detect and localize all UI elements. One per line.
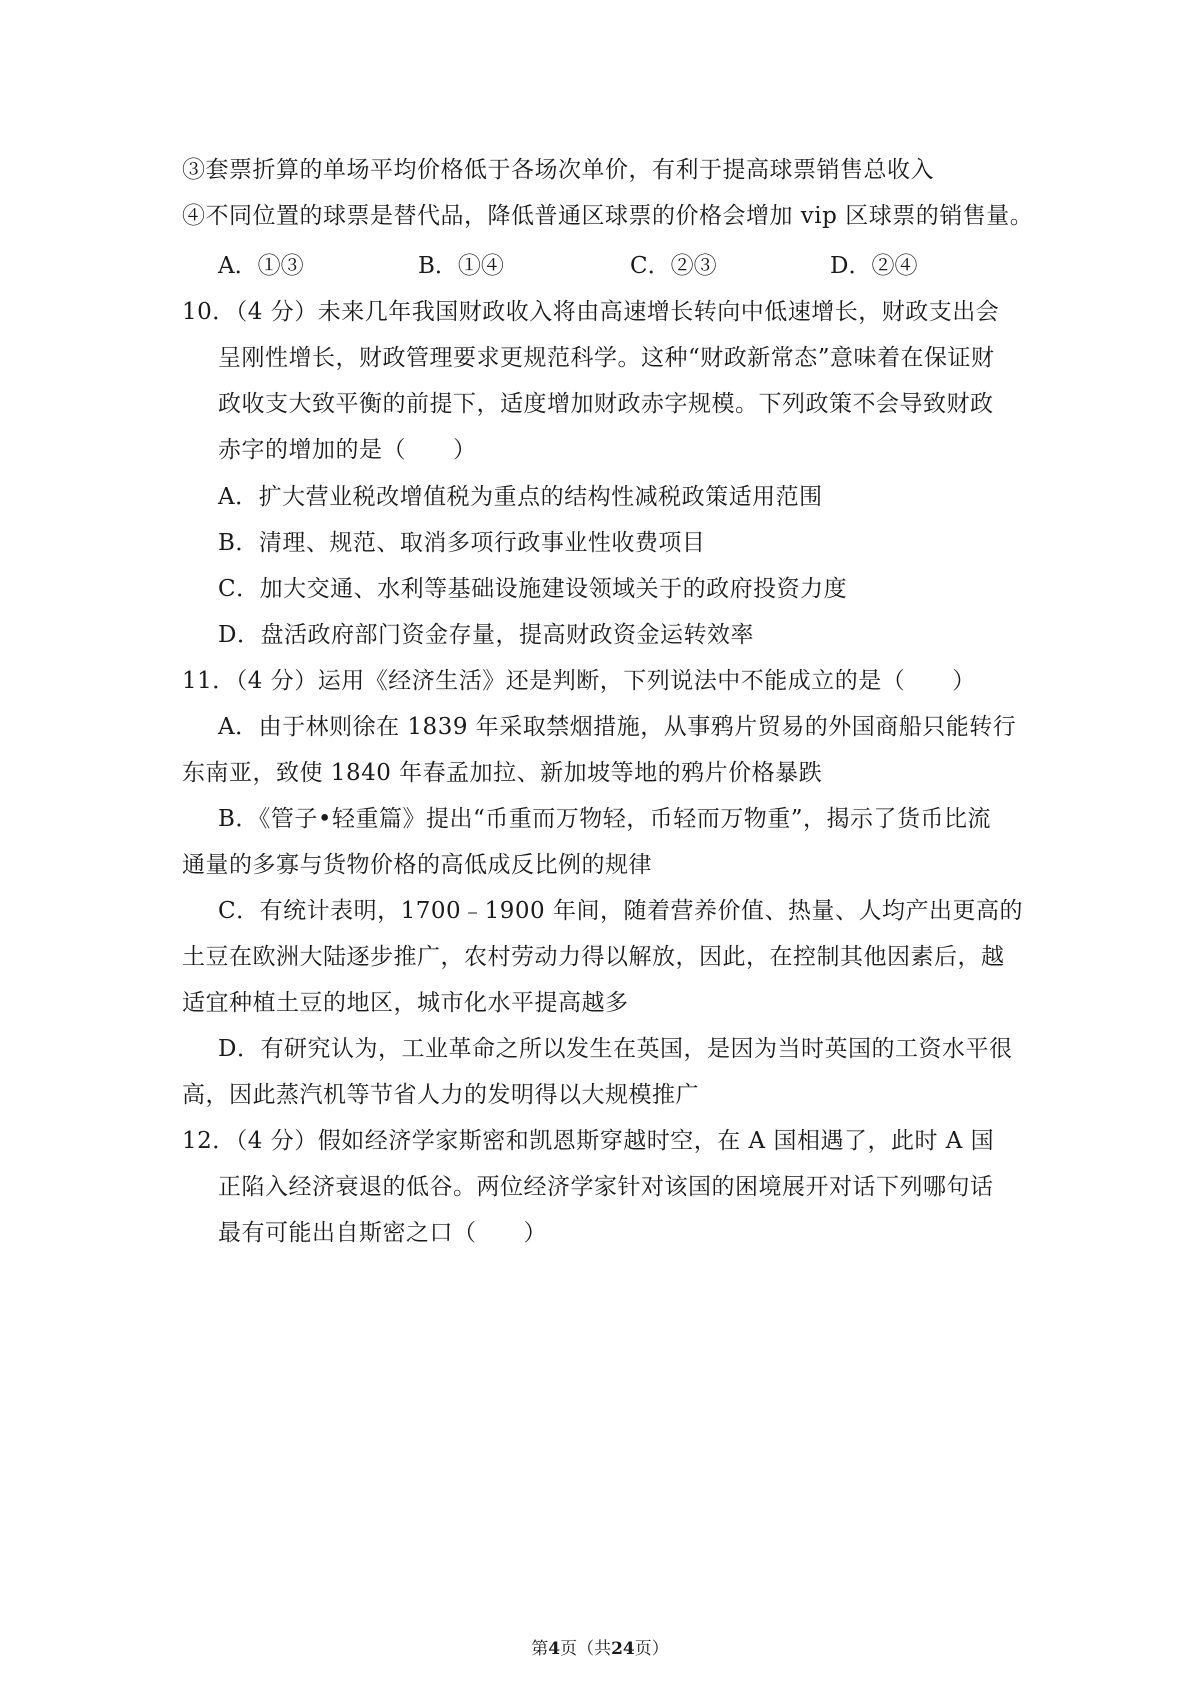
footer-total-pages: 24 — [611, 1639, 635, 1659]
q10-stem-line-4: 赤字的增加的是（ ） — [218, 437, 477, 463]
q10-stem-line-2: 呈刚性增长，财政管理要求更规范科学。这种“财政新常态”意味着在保证财 — [218, 345, 995, 371]
q9-option-b: B．①④ — [418, 253, 504, 279]
q11-option-d-line-1: D．有研究认为，工业革命之所以发生在英国，是因为当时英国的工资水平很 — [218, 1036, 1013, 1062]
q9-options — [218, 251, 938, 281]
q11-option-b-line-1: B．《管子•轻重篇》提出“币重而万物轻，币轻而万物重”，揭示了货币比流 — [218, 806, 991, 832]
q9-option-d: D．②④ — [830, 253, 918, 279]
q11-option-c-line-2: 土豆在欧洲大陆逐步推广，农村劳动力得以解放，因此，在控制其他因素后，越 — [182, 944, 1005, 970]
q12-stem-line-1: 12．（4 分）假如经济学家斯密和凯恩斯穿越时空，在 A 国相遇了，此时 A 国 — [182, 1128, 995, 1154]
q12-stem-line-2: 正陷入经济衰退的低谷。两位经济学家针对该国的困境展开对话下列哪句话 — [218, 1174, 994, 1200]
footer-page-number: 4 — [548, 1639, 561, 1659]
footer-suffix: 页） — [634, 1639, 669, 1659]
q11-option-c-line-3: 适宜种植土豆的地区，城市化水平提高越多 — [182, 990, 629, 1016]
q11-option-a-line-2: 东南亚，致使 1840 年春孟加拉、新加坡等地的鸦片价格暴跌 — [182, 760, 823, 786]
q10-stem-line-1: 10．（4 分）未来几年我国财政收入将由高速增长转向中低速增长，财政支出会 — [182, 299, 1000, 325]
q11-option-c-line-1: C．有统计表明，1700﹣1900 年间，随着营养价值、热量、人均产出更高的 — [218, 898, 1023, 924]
statement-item-4: ④不同位置的球票是替代品，降低普通区球票的价格会增加 vip 区球票的销售量。 — [182, 203, 1034, 229]
q9-option-a: A．①③ — [218, 253, 304, 279]
q12-stem-line-3: 最有可能出自斯密之口（ ） — [218, 1220, 547, 1246]
statement-item-3: ③套票折算的单场平均价格低于各场次单价，有利于提高球票销售总收入 — [182, 157, 934, 183]
page-footer — [0, 1638, 1200, 1660]
footer-prefix: 第 — [531, 1639, 549, 1659]
q10-option-b: B．清理、规范、取消多项行政事业性收费项目 — [218, 530, 706, 556]
q11-option-b-line-2: 通量的多寡与货物价格的高低成反比例的规律 — [182, 852, 652, 878]
q9-option-c: C．②③ — [630, 253, 717, 279]
q10-option-d: D．盘活政府部门资金存量，提高财政资金运转效率 — [218, 622, 754, 648]
q10-option-a: A．扩大营业税改增值税为重点的结构性减税政策适用范围 — [218, 484, 823, 510]
q10-option-c: C．加大交通、水利等基础设施建设领域关于的政府投资力度 — [218, 576, 848, 602]
q11-option-a-line-1: A．由于林则徐在 1839 年采取禁烟措施，从事鸦片贸易的外国商船只能转行 — [218, 714, 1017, 740]
q11-option-d-line-2: 高，因此蒸汽机等节省人力的发明得以大规模推广 — [182, 1082, 699, 1108]
footer-middle: 页（共 — [560, 1639, 612, 1659]
q10-stem-line-3: 政收支大致平衡的前提下，适度增加财政赤字规模。下列政策不会导致财政 — [218, 391, 994, 417]
q11-stem: 11．（4 分）运用《经济生活》还是判断，下列说法中不能成立的是（ ） — [182, 668, 976, 694]
